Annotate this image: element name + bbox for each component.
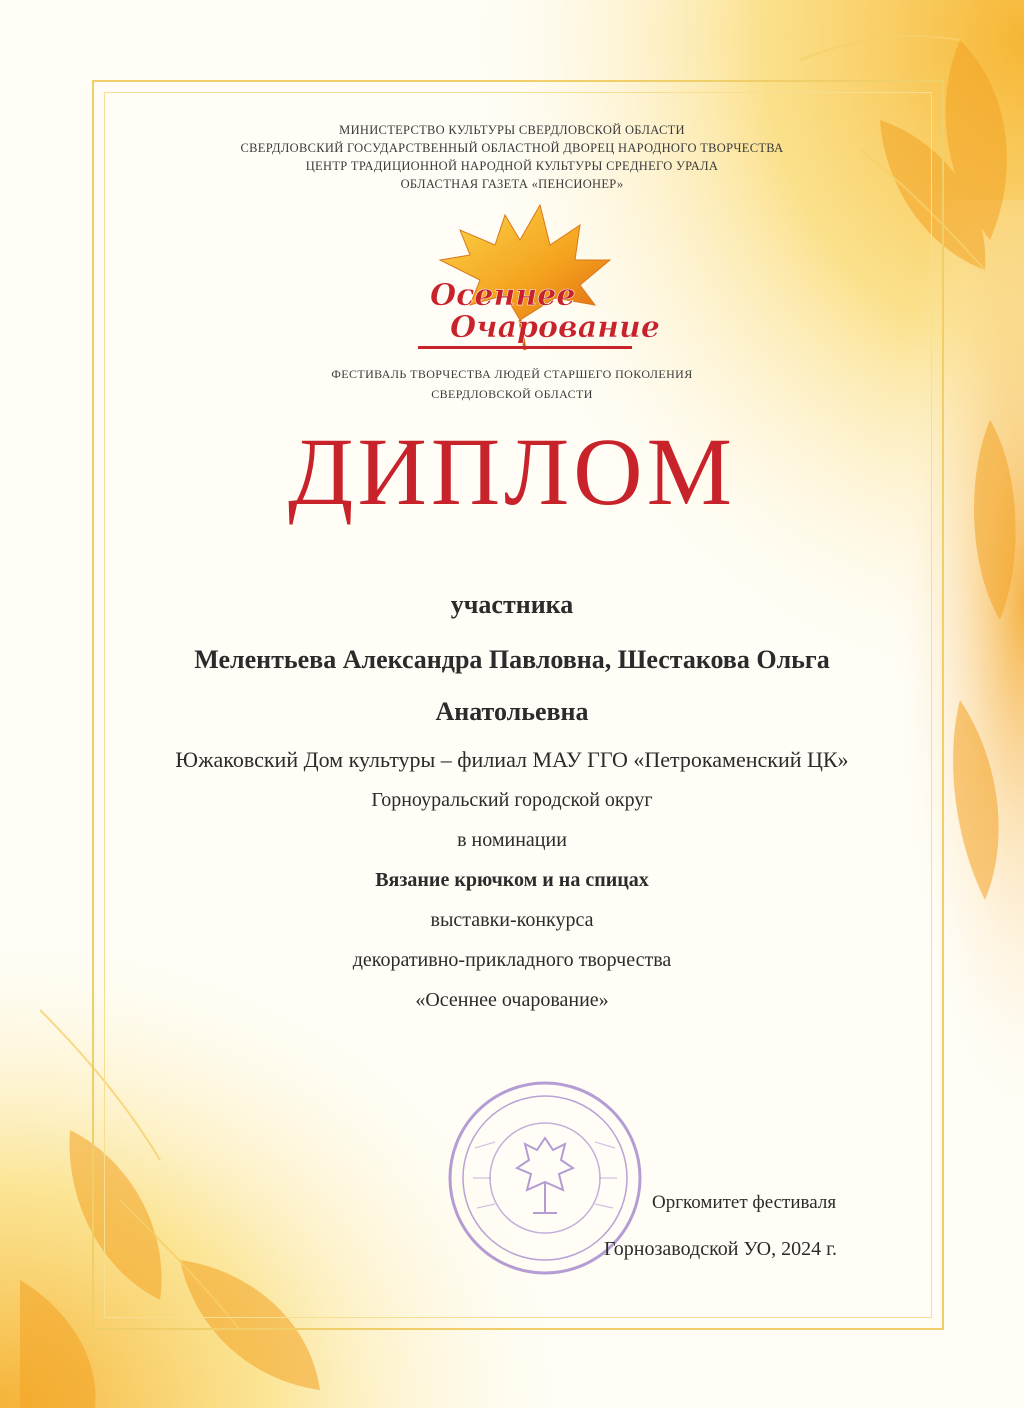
org-line: ЦЕНТР ТРАДИЦИОННОЙ НАРОДНОЙ КУЛЬТУРЫ СРЕДНЕГО УРАЛА xyxy=(305,159,719,173)
contest-line-3: «Осеннее очарование» xyxy=(415,989,609,1011)
participant-role: участника xyxy=(450,590,574,619)
org-line: МИНИСТЕРСТВО КУЛЬТУРЫ СВЕРДЛОВСКОЙ ОБЛАСТИ xyxy=(339,123,685,137)
org-line: ОБЛАСТНАЯ ГАЗЕТА «ПЕНСИОНЕР» xyxy=(400,177,624,191)
nomination: Вязание крючком и на спицах xyxy=(375,869,649,891)
festival-logo xyxy=(410,200,660,358)
org-line: СВЕРДЛОВСКИЙ ГОСУДАРСТВЕННЫЙ ОБЛАСТНОЙ ДВОРЕЦ НАРОДНОГО ТВОРЧЕСТВА xyxy=(240,141,784,155)
contest-line-1: выставки-конкурса xyxy=(430,909,594,931)
district: Горноуральский городской округ xyxy=(371,789,653,811)
participant-names-line-2: Анатольевна xyxy=(435,697,589,726)
place-and-year: Горнозаводской УО, 2024 г. xyxy=(604,1238,838,1260)
institution: Южаковский Дом культуры – филиал МАУ ГГО «Петрокаменский ЦК» xyxy=(175,747,849,772)
logo-line-2: Очарование xyxy=(450,310,660,345)
contest-line-2: декоративно-прикладного творчества xyxy=(352,949,672,971)
coat-of-arms-icon xyxy=(517,1138,573,1213)
organizing-committee: Оргкомитет фестиваля xyxy=(652,1192,837,1213)
participant-names-line-1: Мелентьева Александра Павловна, Шестакова Ольга xyxy=(194,645,830,674)
festival-line: СВЕРДЛОВСКОЙ ОБЛАСТИ xyxy=(431,387,593,401)
logo-line-1: Осеннее xyxy=(430,278,576,313)
diploma-title: ДИПЛОМ xyxy=(288,418,736,525)
festival-line: ФЕСТИВАЛЬ ТВОРЧЕСТВА ЛЮДЕЙ СТАРШЕГО ПОКОЛЕНИЯ xyxy=(331,367,693,381)
festival-name xyxy=(0,364,1024,404)
nomination-intro: в номинации xyxy=(457,829,567,851)
organizations-header xyxy=(0,121,1024,193)
